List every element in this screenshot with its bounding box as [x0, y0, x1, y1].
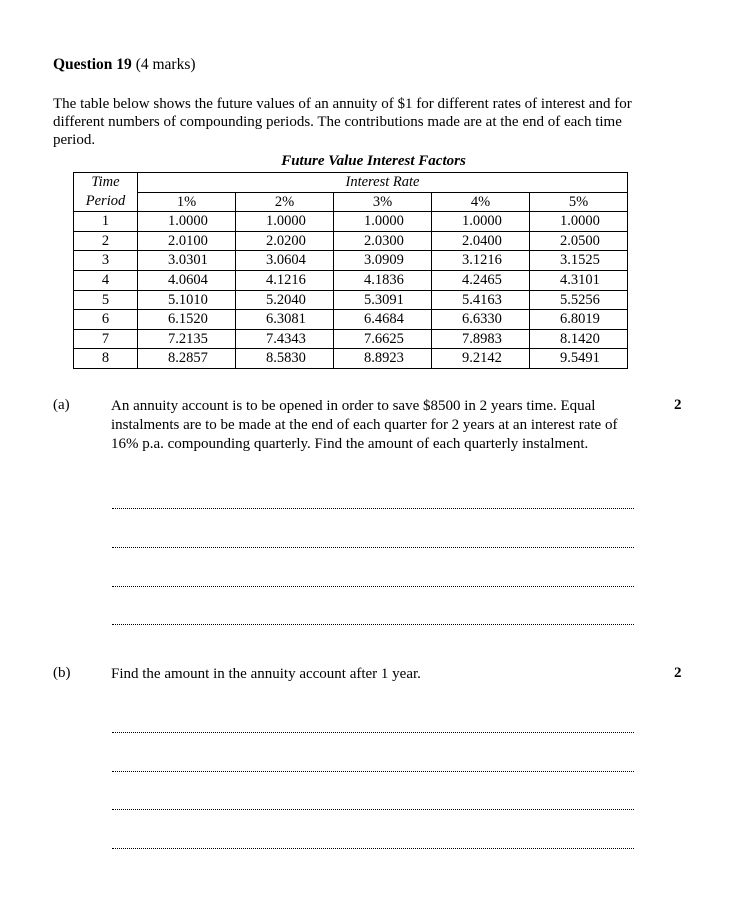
- period-cell: 7: [74, 329, 138, 349]
- period-cell: 8: [74, 349, 138, 369]
- value-cell: 4.1216: [236, 270, 334, 290]
- value-cell: 1.0000: [334, 212, 432, 232]
- table-row: [74, 251, 628, 271]
- value-cell: 5.5256: [530, 290, 628, 310]
- value-cell: 6.3081: [236, 310, 334, 330]
- header-time: Time: [74, 173, 138, 193]
- value-cell: 2.0400: [432, 231, 530, 251]
- table-row: [74, 212, 628, 232]
- header-interest-rate: Interest Rate: [138, 173, 628, 193]
- value-cell: 9.5491: [530, 349, 628, 369]
- value-cell: 7.6625: [334, 329, 432, 349]
- question-title: [53, 56, 196, 74]
- value-cell: 8.2857: [138, 349, 236, 369]
- part-b-label: (b): [53, 665, 71, 681]
- table-caption: Future Value Interest Factors: [281, 153, 466, 169]
- question-marks: (4 marks): [135, 56, 196, 73]
- value-cell: 1.0000: [432, 212, 530, 232]
- table-row: [74, 310, 628, 330]
- value-cell: 8.5830: [236, 349, 334, 369]
- answer-line[interactable]: [112, 845, 634, 849]
- table-row: [74, 290, 628, 310]
- value-cell: 4.3101: [530, 270, 628, 290]
- answer-line[interactable]: [112, 505, 634, 509]
- header-period: Period: [74, 192, 138, 212]
- rate-header: 2%: [236, 192, 334, 212]
- part-b-text: Find the amount in the annuity account after 1 year.: [111, 666, 421, 682]
- value-cell: 2.0500: [530, 231, 628, 251]
- value-cell: 5.1010: [138, 290, 236, 310]
- future-value-table: [73, 172, 628, 369]
- table-row: [74, 270, 628, 290]
- answer-line[interactable]: [112, 544, 634, 548]
- value-cell: 7.2135: [138, 329, 236, 349]
- value-cell: 8.1420: [530, 329, 628, 349]
- value-cell: 3.0909: [334, 251, 432, 271]
- value-cell: 3.1525: [530, 251, 628, 271]
- value-cell: 3.0301: [138, 251, 236, 271]
- value-cell: 5.4163: [432, 290, 530, 310]
- value-cell: 6.4684: [334, 310, 432, 330]
- period-cell: 5: [74, 290, 138, 310]
- value-cell: 3.1216: [432, 251, 530, 271]
- value-cell: 4.2465: [432, 270, 530, 290]
- table-row: [74, 329, 628, 349]
- value-cell: 1.0000: [530, 212, 628, 232]
- question-number: Question 19: [53, 56, 132, 73]
- part-b-marks: 2: [674, 665, 682, 681]
- period-cell: 4: [74, 270, 138, 290]
- table-row: [74, 349, 628, 369]
- answer-line[interactable]: [112, 583, 634, 587]
- period-cell: 1: [74, 212, 138, 232]
- value-cell: 4.1836: [334, 270, 432, 290]
- answer-line[interactable]: [112, 729, 634, 733]
- period-cell: 3: [74, 251, 138, 271]
- value-cell: 6.1520: [138, 310, 236, 330]
- period-cell: 6: [74, 310, 138, 330]
- answer-line[interactable]: [112, 806, 634, 810]
- rate-header: 3%: [334, 192, 432, 212]
- question-intro: The table below shows the future values of an annuity of $1 for different rates of interest and for different numbers of compounding periods. The contributions made are at the end of each time period.: [53, 96, 632, 148]
- rate-header: 1%: [138, 192, 236, 212]
- value-cell: 3.0604: [236, 251, 334, 271]
- period-cell: 2: [74, 231, 138, 251]
- rate-header: 5%: [530, 192, 628, 212]
- value-cell: 2.0200: [236, 231, 334, 251]
- value-cell: 1.0000: [138, 212, 236, 232]
- value-cell: 2.0300: [334, 231, 432, 251]
- value-cell: 6.8019: [530, 310, 628, 330]
- value-cell: 2.0100: [138, 231, 236, 251]
- answer-line[interactable]: [112, 768, 634, 772]
- value-cell: 7.8983: [432, 329, 530, 349]
- rate-header: 4%: [432, 192, 530, 212]
- value-cell: 1.0000: [236, 212, 334, 232]
- table-row: [74, 231, 628, 251]
- value-cell: 6.6330: [432, 310, 530, 330]
- part-a-label: (a): [53, 397, 70, 413]
- value-cell: 4.0604: [138, 270, 236, 290]
- value-cell: 5.3091: [334, 290, 432, 310]
- value-cell: 8.8923: [334, 349, 432, 369]
- part-a-text: An annuity account is to be opened in order to save $8500 in 2 years time. Equal instalments are to be made at the end of each quarter for 2 years at an interest rate of 16% p.a. compounding quarterly. Find the amount of each quarterly instalment.: [111, 398, 618, 452]
- answer-line[interactable]: [112, 621, 634, 625]
- value-cell: 7.4343: [236, 329, 334, 349]
- part-a-marks: 2: [674, 397, 682, 413]
- value-cell: 5.2040: [236, 290, 334, 310]
- value-cell: 9.2142: [432, 349, 530, 369]
